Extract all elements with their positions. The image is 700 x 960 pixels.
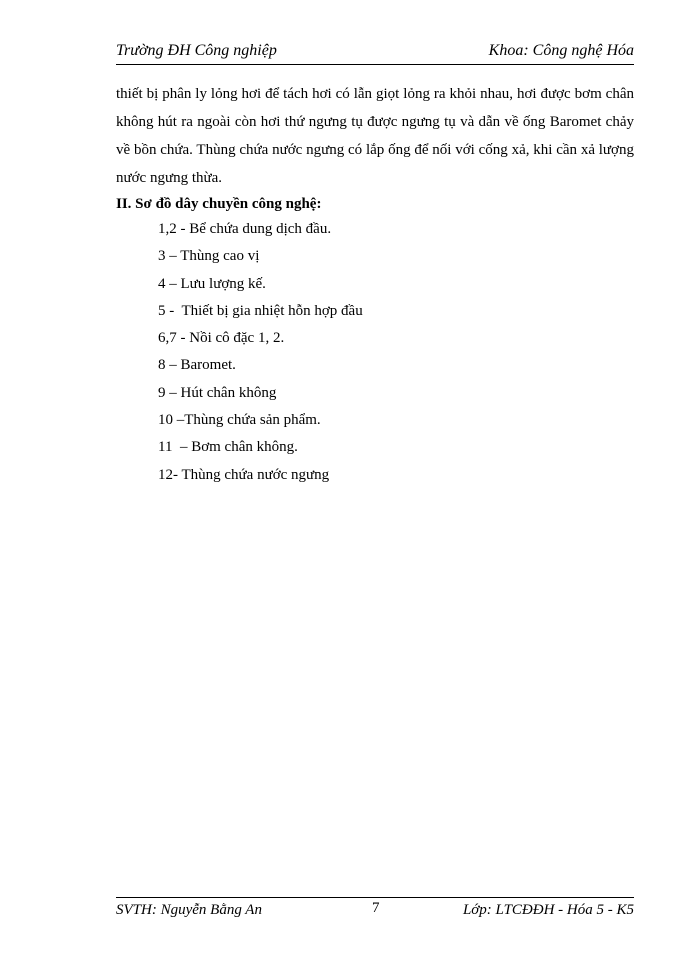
header-university: Trường ĐH Công nghiệp [116,42,277,59]
list-item: 1,2 - Bể chứa dung dịch đầu. [158,221,332,237]
list-item: 5 - Thiết bị gia nhiệt hỗn hợp đầu [158,302,363,319]
list-item: 6,7 - Nồi cô đặc 1, 2. [158,330,285,347]
page-footer [116,897,634,922]
process-list [116,216,634,489]
list-item: 11 – Bơm chân không. [158,439,298,456]
page-body [116,80,634,489]
page-header [116,40,634,65]
header-faculty: Khoa: Công nghệ Hóa [488,42,634,59]
page-number: 7 [372,900,380,916]
list-item: 10 –Thùng chứa sản phẩm. [158,412,321,429]
list-item: 8 – Baromet. [158,357,236,374]
section-title: II. Sơ đồ dây chuyền công nghệ: [116,196,322,212]
footer-student: SVTH: Nguyễn Bằng An [116,902,262,918]
list-item: 12- Thùng chứa nước ngưng [158,466,330,483]
body-paragraph: thiết bị phân ly lỏng hơi để tách hơi có lẫn giọt lỏng ra khỏi nhau, hơi được bơm chân không hút ra ngoài còn hơi thứ ngưng tụ được ngưng tụ và dẫn về ống Baromet chảy về bồn chứa. Thùng chứa nước ngưng có lắp ống để nối với cống xả, khi cần xả lượng nước ngưng thừa. [116,86,634,186]
list-item: 4 – Lưu lượng kế. [158,275,266,292]
list-item: 3 – Thùng cao vị [158,248,260,265]
list-item: 9 – Hút chân không [158,384,277,401]
footer-class: Lớp: LTCĐĐH - Hóa 5 - K5 [462,902,634,918]
